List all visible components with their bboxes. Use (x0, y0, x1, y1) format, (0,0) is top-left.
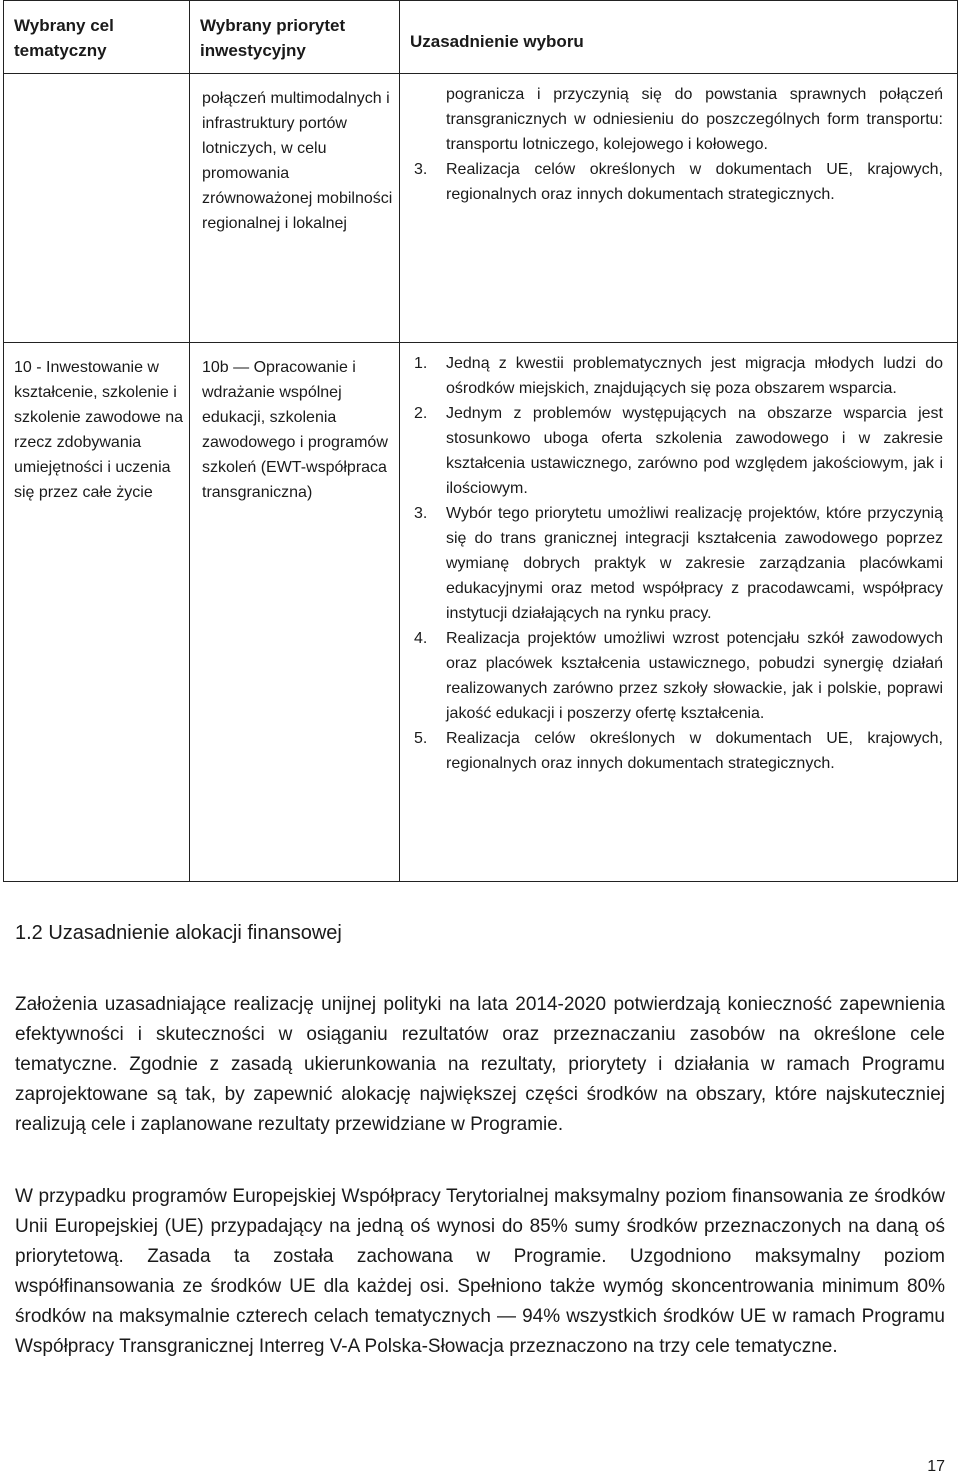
paragraph-2: W przypadku programów Europejskiej Współpracy Terytorialnej maksymalny poziom finansowania ze środków Unii Europejskiej (UE) przypadający na jedną oś wynosi do 85% sumy środków przeznaczonych na daną oś priorytetową. Zasada ta została zachowana w Programie. Uzgodniono maksymalny poziom współfinansowania ze środków UE dla każdej osi. Spełniono także wymóg skoncentrowania minimum 80% środków na maksymalnie czterech celach tematycznych — 94% wszystkich środków UE w ramach Programu Współpracy Transgranicznej Interreg V-A Polska-Słowacja przeznaczono na trzy cele tematyczne. (15, 1186, 945, 1357)
list-item: 5. Realizacja celów określonych w dokumentach UE, krajowych, regionalnych oraz innych dokumentach strategicznych. (414, 730, 943, 772)
list-item: 1. Jedną z kwestii problematycznych jest migracja młodych ludzi do ośrodków miejskich, znajdujących się poza obszarem wsparcia. (414, 355, 943, 397)
row1-justification-list (414, 157, 943, 207)
priority-table (3, 0, 958, 882)
row1-justification-continued: pogranicza i przyczynią się do powstania sprawnych połączeń transgranicznych w odniesieniu do poszczególnych form transportu: transportu lotniczego, kolejowego i kołowego. (446, 86, 943, 153)
row2-justification-cell (400, 343, 958, 882)
list-item: 4. Realizacja projektów umożliwi wzrost potencjału szkół zawodowych oraz placówek kształcenia ustawicznego, pobudzi synergię działań realizowanych zarówno przez szkoły słowackie, jak i polskie, poprawi jakość edukacji i poszerzy ofertę kształcenia. (414, 630, 943, 722)
paragraph-1: Założenia uzasadniające realizację unijnej polityki na lata 2014-2020 potwierdzają konieczność zapewnienia efektywności i skuteczności w osiąganiu rezultatów oraz przeznaczaniu zasobów na określone cele tematyczne. Zgodnie z zasadą ukierunkowania na rezultaty, priorytety i działania w ramach Programu zaprojektowane są tak, by zapewnić alokację największej części środków na obszary, które najskuteczniej realizują cele i zaplanowane rezultaty przewidziane w Programie. (15, 994, 945, 1135)
header-justification: Uzasadnienie wyboru (400, 1, 958, 74)
row1-justification-cell (400, 74, 958, 343)
table-row (4, 74, 958, 343)
row2-priority-cell: 10b — Opracowanie i wdrażanie wspólnej edukacji, szkolenia zawodowego i programów szkoleń (EWT-współpraca transgraniczna) (190, 343, 400, 882)
list-item: 2. Jednym z problemów występujących na obszarze wsparcia jest stosunkowo uboga oferta szkolenia zawodowego i w zakresie kształcenia ustawicznego, zarówno pod względem jakościowym, jak i ilościowym. (414, 405, 943, 497)
row2-justification-list (414, 351, 943, 776)
list-item: 3. Realizacja celów określonych w dokumentach UE, krajowych, regionalnych oraz innych dokumentach strategicznych. (414, 161, 943, 203)
table-row (4, 343, 958, 882)
section-heading: 1.2 Uzasadnienie alokacji finansowej (15, 922, 342, 944)
row1-objective-cell (4, 74, 190, 343)
header-thematic-objective: Wybrany cel tematyczny (4, 1, 190, 74)
row2-objective-cell: 10 - Inwestowanie w kształcenie, szkolenie i szkolenie zawodowe na rzecz zdobywania umiejętności i uczenia się przez całe życie (4, 343, 190, 882)
list-item: 3. Wybór tego priorytetu umożliwi realizację projektów, które przyczynią się do trans granicznej integracji kształcenia zawodowego poprzez wymianę dobrych praktyk w zakresie zarządzania placówkami edukacyjnymi oraz metod współpracy z pracodawcami, współpracy instytucji działających na rynku pracy. (414, 505, 943, 622)
header-investment-priority: Wybrany priorytet inwestycyjny (190, 1, 400, 74)
row1-priority-cell: połączeń multimodalnych i infrastruktury portów lotniczych, w celu promowania zrównoważonej mobilności regionalnej i lokalnej (190, 74, 400, 343)
page-number: 17 (927, 1458, 945, 1475)
